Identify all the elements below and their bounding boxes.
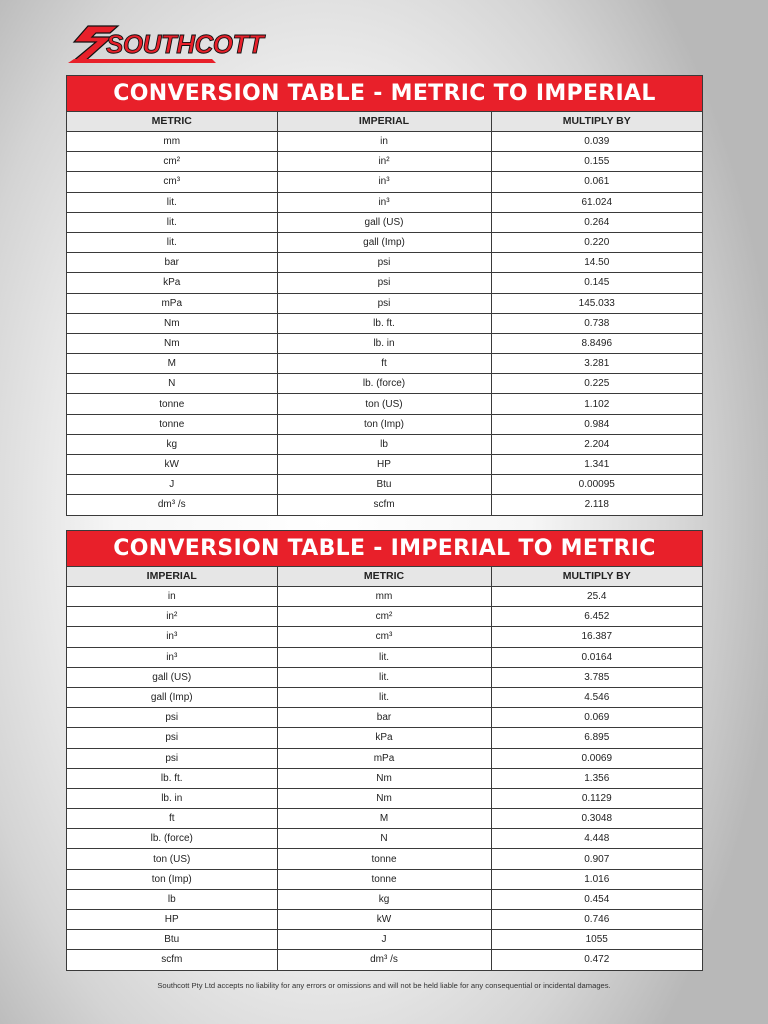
- table-cell: 0.145: [491, 273, 702, 293]
- table-row: [67, 475, 702, 495]
- table-cell: psi: [277, 273, 491, 293]
- table-row: [67, 495, 702, 515]
- table-cell: 145.033: [491, 293, 702, 313]
- table-cell: bar: [277, 708, 491, 728]
- table-row: [67, 889, 702, 909]
- table-row: [67, 192, 702, 212]
- table-cell: J: [277, 930, 491, 950]
- table-cell: in³: [277, 172, 491, 192]
- column-header: METRIC: [67, 112, 277, 132]
- table-cell: 8.8496: [491, 333, 702, 353]
- metric-to-imperial-table: [66, 75, 703, 516]
- table-cell: 6.895: [491, 728, 702, 748]
- table-cell: lb. (force): [67, 829, 277, 849]
- table-cell: mm: [277, 587, 491, 607]
- table-cell: Nm: [277, 788, 491, 808]
- table-cell: in³: [67, 627, 277, 647]
- table-cell: psi: [277, 293, 491, 313]
- table-row: [67, 627, 702, 647]
- table-cell: lit.: [277, 687, 491, 707]
- table-row: [67, 313, 702, 333]
- table-cell: mPa: [67, 293, 277, 313]
- table-cell: 1.341: [491, 455, 702, 475]
- table-cell: in²: [67, 607, 277, 627]
- table-cell: 0.3048: [491, 809, 702, 829]
- table-cell: psi: [67, 708, 277, 728]
- table-cell: J: [67, 475, 277, 495]
- table-row: [67, 232, 702, 252]
- table-cell: kg: [277, 889, 491, 909]
- table-row: [67, 809, 702, 829]
- table-row: [67, 667, 702, 687]
- table-row: [67, 849, 702, 869]
- table-cell: psi: [277, 253, 491, 273]
- table-cell: 3.785: [491, 667, 702, 687]
- table-cell: HP: [277, 455, 491, 475]
- table-cell: 0.039: [491, 132, 702, 152]
- table-cell: lit.: [67, 192, 277, 212]
- table-cell: 1.356: [491, 768, 702, 788]
- table-cell: 3.281: [491, 354, 702, 374]
- table-cell: 4.448: [491, 829, 702, 849]
- table-cell: 4.546: [491, 687, 702, 707]
- table-row: [67, 132, 702, 152]
- table-cell: 1055: [491, 930, 702, 950]
- table-cell: lb. ft.: [277, 313, 491, 333]
- table-row: [67, 333, 702, 353]
- table-cell: in²: [277, 152, 491, 172]
- table-row: [67, 455, 702, 475]
- table-cell: 16.387: [491, 627, 702, 647]
- table-cell: lb. in: [277, 333, 491, 353]
- table-cell: 0.220: [491, 232, 702, 252]
- table-cell: lit.: [67, 212, 277, 232]
- table-row: [67, 930, 702, 950]
- table-row: [67, 687, 702, 707]
- column-header: MULTIPLY BY: [491, 112, 702, 132]
- table-cell: kPa: [277, 728, 491, 748]
- table-row: [67, 253, 702, 273]
- table-cell: dm³ /s: [277, 950, 491, 970]
- table-cell: psi: [67, 748, 277, 768]
- table-cell: lb. in: [67, 788, 277, 808]
- table-cell: 0.069: [491, 708, 702, 728]
- table-cell: kg: [67, 434, 277, 454]
- table-cell: tonne: [277, 869, 491, 889]
- table-cell: 61.024: [491, 192, 702, 212]
- table-cell: mm: [67, 132, 277, 152]
- table-cell: lit.: [277, 647, 491, 667]
- table-cell: 0.1129: [491, 788, 702, 808]
- table-cell: Btu: [277, 475, 491, 495]
- table-row: [67, 607, 702, 627]
- table-row: [67, 434, 702, 454]
- table-cell: gall (US): [67, 667, 277, 687]
- table-cell: Nm: [67, 333, 277, 353]
- table-cell: kPa: [67, 273, 277, 293]
- table-cell: 0.155: [491, 152, 702, 172]
- table-cell: Nm: [277, 768, 491, 788]
- table-cell: lb: [67, 889, 277, 909]
- table-cell: Btu: [67, 930, 277, 950]
- table-row: [67, 212, 702, 232]
- table-cell: ton (Imp): [67, 869, 277, 889]
- table-cell: scfm: [67, 950, 277, 970]
- table-row: [67, 950, 702, 970]
- table-cell: 14.50: [491, 253, 702, 273]
- table-cell: cm²: [277, 607, 491, 627]
- table-cell: 0.0069: [491, 748, 702, 768]
- table-cell: N: [277, 829, 491, 849]
- column-header: IMPERIAL: [67, 567, 277, 587]
- table-cell: in: [67, 587, 277, 607]
- table-cell: 0.225: [491, 374, 702, 394]
- column-header: MULTIPLY BY: [491, 567, 702, 587]
- table-cell: scfm: [277, 495, 491, 515]
- table-cell: N: [67, 374, 277, 394]
- table-cell: lb. (force): [277, 374, 491, 394]
- southcott-logo: [66, 22, 264, 64]
- table-cell: mPa: [277, 748, 491, 768]
- table-title: CONVERSION TABLE - METRIC TO IMPERIAL: [67, 76, 702, 112]
- table-row: [67, 273, 702, 293]
- table-header-row: [67, 567, 702, 587]
- disclaimer-text: Southcott Pty Ltd accepts no liability for any errors or omissions and will not be held liable for any consequential or incidental damages.: [157, 981, 611, 990]
- table-cell: 6.452: [491, 607, 702, 627]
- table-cell: bar: [67, 253, 277, 273]
- table-cell: M: [67, 354, 277, 374]
- table-cell: kW: [277, 910, 491, 930]
- table-cell: 0.738: [491, 313, 702, 333]
- table-row: [67, 788, 702, 808]
- table-row: [67, 152, 702, 172]
- table-cell: M: [277, 809, 491, 829]
- table-cell: cm³: [67, 172, 277, 192]
- table-row: [67, 728, 702, 748]
- table-cell: 0.0164: [491, 647, 702, 667]
- table-cell: kW: [67, 455, 277, 475]
- table-cell: dm³ /s: [67, 495, 277, 515]
- table-cell: psi: [67, 728, 277, 748]
- table-cell: tonne: [67, 414, 277, 434]
- table-cell: gall (Imp): [277, 232, 491, 252]
- column-header: METRIC: [277, 567, 491, 587]
- table-cell: lb: [277, 434, 491, 454]
- table-cell: 2.204: [491, 434, 702, 454]
- table-row: [67, 374, 702, 394]
- table-title: CONVERSION TABLE - IMPERIAL TO METRIC: [67, 531, 702, 567]
- table-cell: ton (US): [67, 849, 277, 869]
- table-row: [67, 910, 702, 930]
- table-cell: cm²: [67, 152, 277, 172]
- table-row: [67, 172, 702, 192]
- table-cell: 0.00095: [491, 475, 702, 495]
- imperial-to-metric-table: [66, 530, 703, 971]
- table-cell: lb. ft.: [67, 768, 277, 788]
- table-cell: gall (US): [277, 212, 491, 232]
- table-cell: 0.264: [491, 212, 702, 232]
- table-row: [67, 768, 702, 788]
- table-cell: cm³: [277, 627, 491, 647]
- table-row: [67, 414, 702, 434]
- table-cell: tonne: [67, 394, 277, 414]
- table-cell: lit.: [67, 232, 277, 252]
- table-row: [67, 829, 702, 849]
- table-cell: in³: [277, 192, 491, 212]
- table-row: [67, 748, 702, 768]
- table-cell: 0.984: [491, 414, 702, 434]
- table-row: [67, 587, 702, 607]
- table-cell: 0.454: [491, 889, 702, 909]
- table-row: [67, 647, 702, 667]
- brand-wordmark: SOUTHCOTT: [106, 29, 264, 59]
- table-cell: lit.: [277, 667, 491, 687]
- table-cell: 2.118: [491, 495, 702, 515]
- table-cell: in: [277, 132, 491, 152]
- column-header: IMPERIAL: [277, 112, 491, 132]
- table-row: [67, 708, 702, 728]
- table-cell: ft: [67, 809, 277, 829]
- table-cell: ton (Imp): [277, 414, 491, 434]
- table-cell: Nm: [67, 313, 277, 333]
- table-row: [67, 869, 702, 889]
- table-cell: 0.746: [491, 910, 702, 930]
- table-header-row: [67, 112, 702, 132]
- table-row: [67, 394, 702, 414]
- table-cell: 25.4: [491, 587, 702, 607]
- table-cell: gall (Imp): [67, 687, 277, 707]
- table-cell: ton (US): [277, 394, 491, 414]
- table-cell: in³: [67, 647, 277, 667]
- table-cell: HP: [67, 910, 277, 930]
- table-cell: ft: [277, 354, 491, 374]
- table-cell: 1.016: [491, 869, 702, 889]
- table-row: [67, 354, 702, 374]
- table-cell: 0.907: [491, 849, 702, 869]
- table-cell: 0.061: [491, 172, 702, 192]
- table-cell: 1.102: [491, 394, 702, 414]
- table-cell: 0.472: [491, 950, 702, 970]
- table-row: [67, 293, 702, 313]
- table-cell: tonne: [277, 849, 491, 869]
